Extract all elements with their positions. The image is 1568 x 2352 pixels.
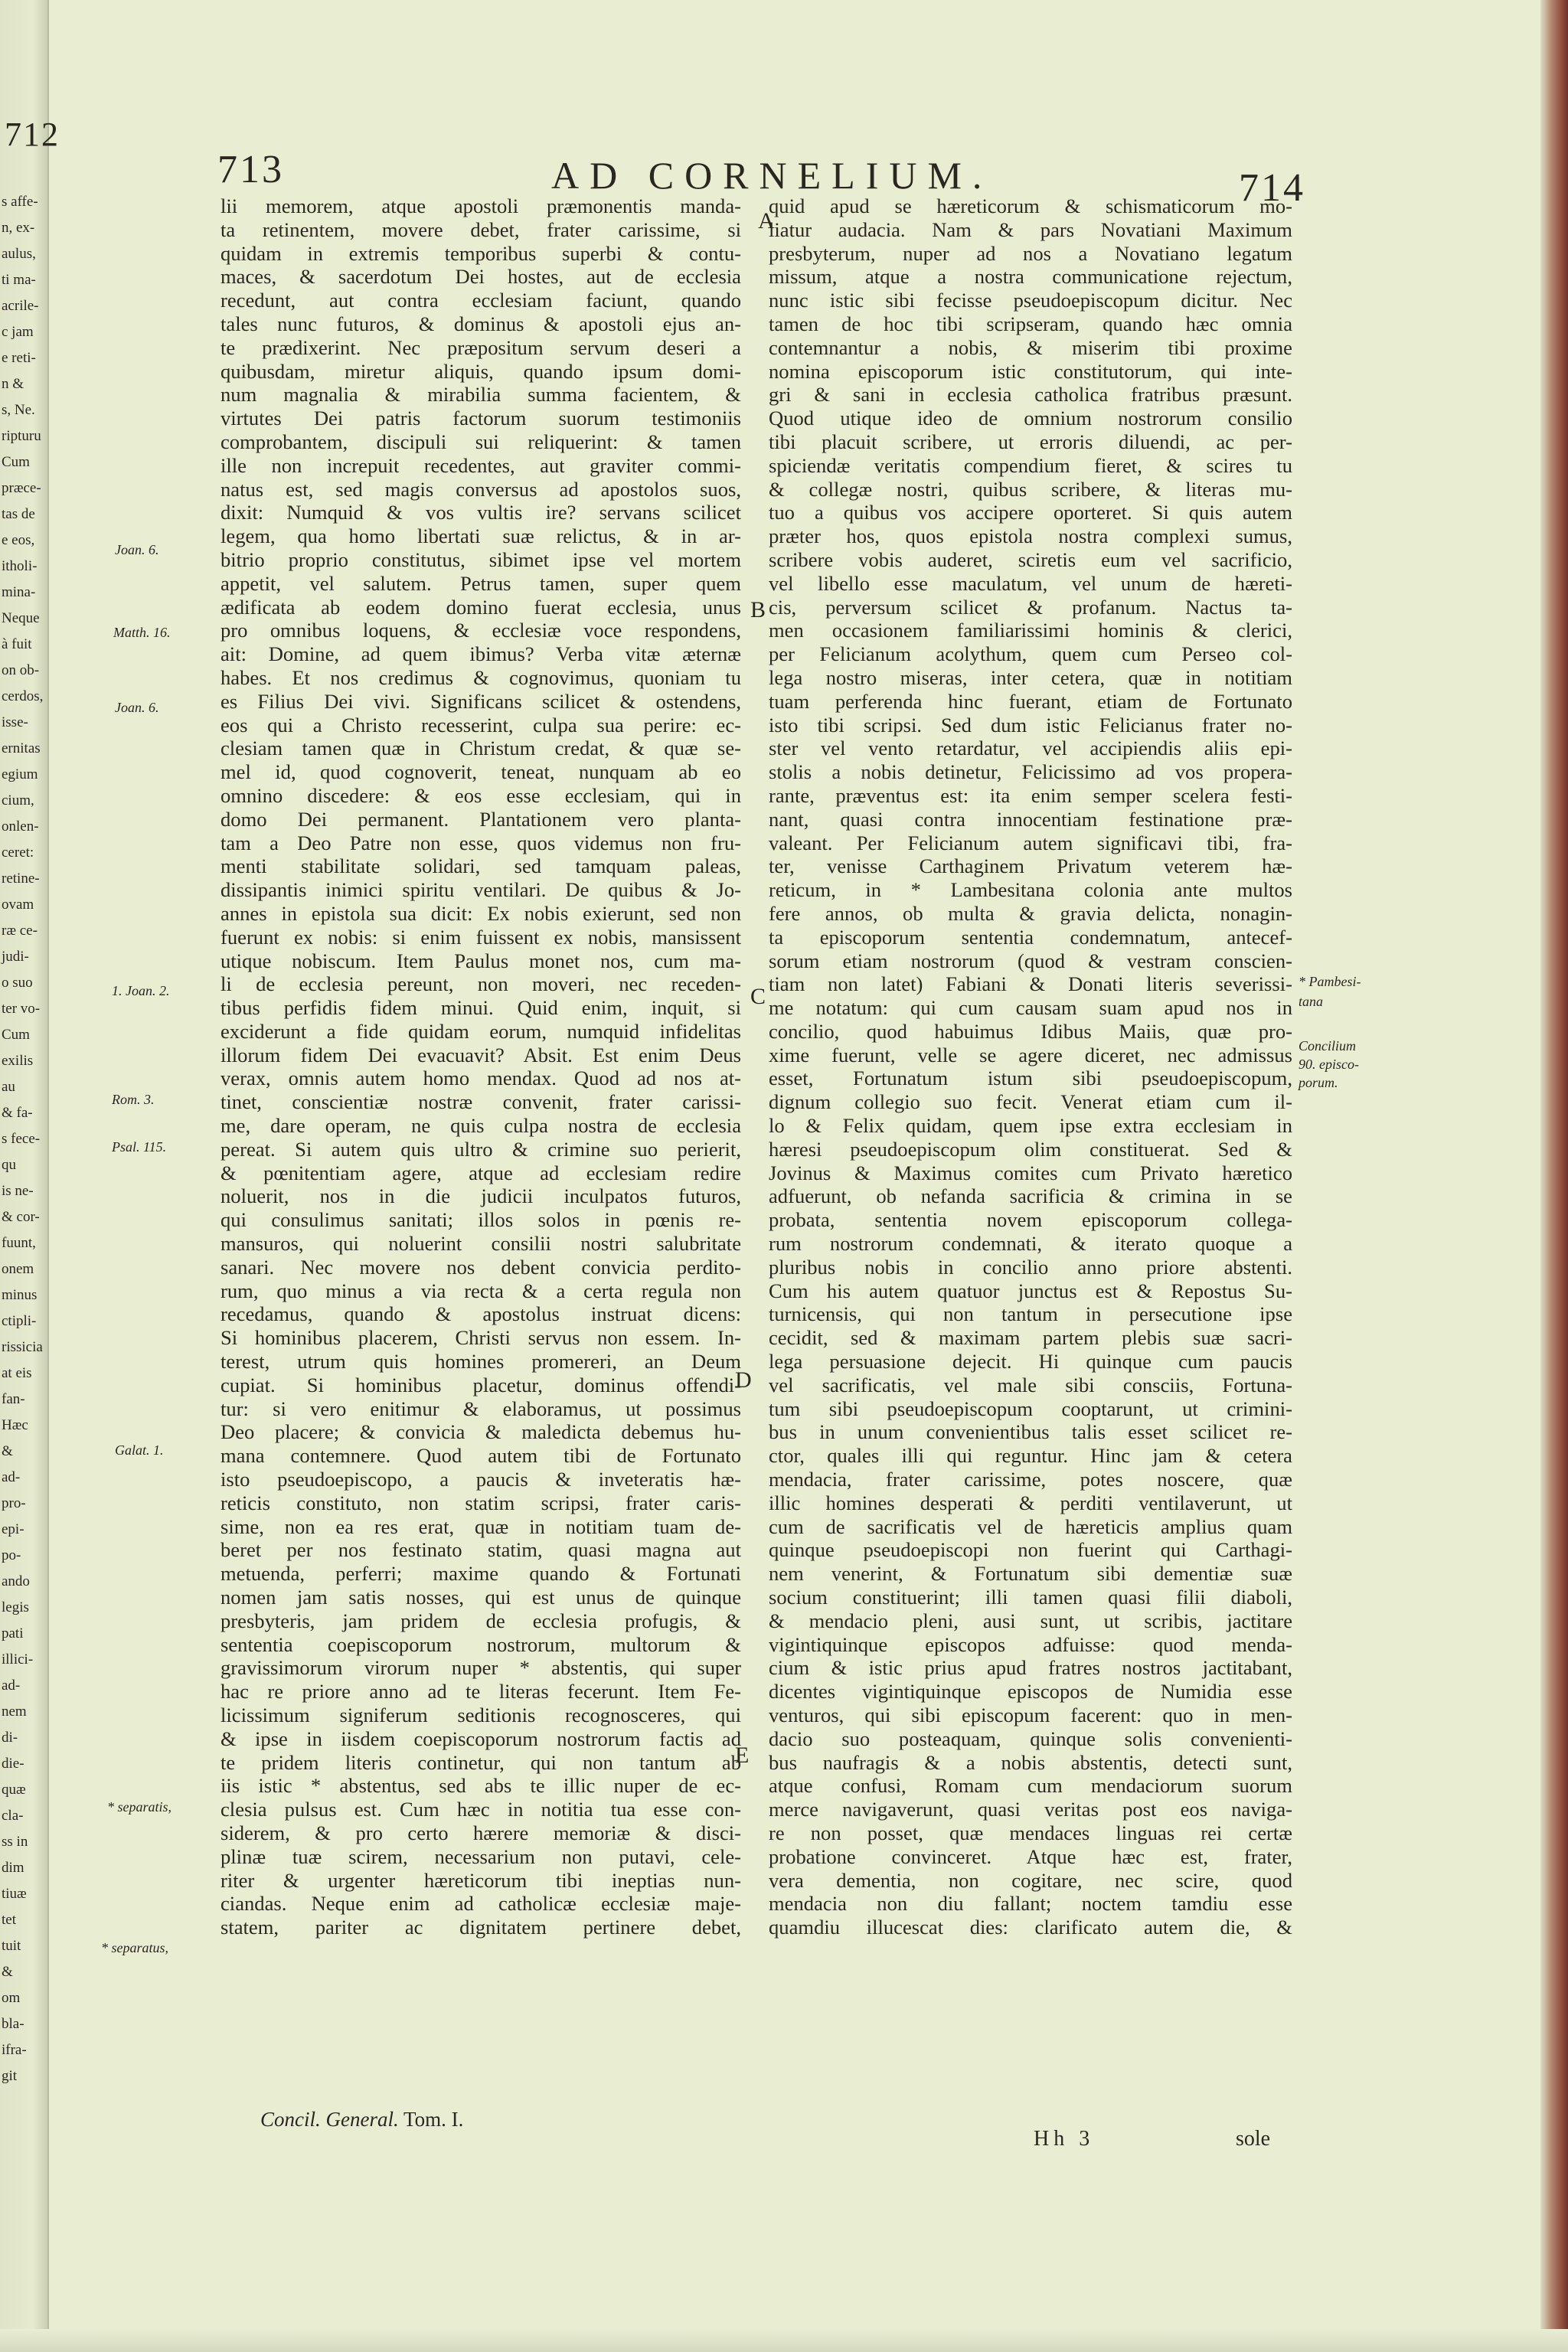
left-page-fragment: & fa- (2, 1105, 33, 1121)
left-page-fragment: ss in (2, 1834, 28, 1850)
footer-volume: Tom. I. (403, 2108, 464, 2131)
left-page-fragment: ti ma- (2, 272, 36, 288)
left-page-fragment: e reti- (2, 350, 36, 366)
left-page-fragment: egium (2, 766, 38, 782)
left-page-fragment: ripturu (2, 428, 41, 444)
left-page-fragment: fuunt, (2, 1235, 36, 1251)
margin-note-rom-3: Rom. 3. (112, 1092, 155, 1107)
left-page-fragment: at eis (2, 1365, 32, 1381)
section-letter-c: C (750, 984, 766, 1009)
left-page-fragment: tuit (2, 1938, 21, 1954)
left-page-fragment: aulus, (2, 246, 36, 262)
left-page-fragment: ad- (2, 1469, 21, 1485)
margin-note-tana: tana (1298, 994, 1324, 1009)
left-page-fragment: nem (2, 1704, 27, 1720)
left-page-fragment: s fece- (2, 1131, 41, 1147)
left-page-fragment: onem (2, 1261, 34, 1277)
left-page-fragment: ad- (2, 1677, 21, 1694)
left-page-fragment: di- (2, 1730, 18, 1746)
margin-note-1-joan-2: 1. Joan. 2. (112, 983, 170, 998)
section-letter-b: B (750, 597, 766, 622)
left-page-fragment: retine- (2, 871, 40, 887)
section-letter-a: A (758, 208, 775, 234)
left-page-fragment: isse- (2, 714, 28, 730)
left-page-fragment: e eos, (2, 532, 35, 548)
left-page-fragment: tas de (2, 506, 35, 522)
left-page-fragment: & cor- (2, 1209, 40, 1225)
left-page-fragment: & (2, 1964, 13, 1980)
left-page-fragment: & (2, 1443, 13, 1459)
left-page-fragment: qu (2, 1157, 16, 1173)
book-cover-edge (1540, 0, 1568, 2352)
margin-note-psal-115: Psal. 115. (112, 1139, 167, 1155)
left-page-fragment: s affe- (2, 194, 38, 210)
left-page-fragment: cla- (2, 1808, 24, 1824)
left-page-fragment: præce- (2, 480, 41, 496)
left-page-fragment: n & (2, 376, 24, 392)
margin-note-90-episcoporum: 90. episco- (1298, 1057, 1359, 1072)
header-left-page-number: 713 (217, 148, 284, 191)
left-column-text: lii memorem, atque apostoli præmonentis manda- ta retinentem, movere debet, frater carissime, si quidam in extremis temporibus superbi & contu- maces, & sacerdotum Dei hostes, aut de ecclesia recedunt, aut contra ecclesiam faciunt, quando tales nunc futuros, & dominus & apostoli ejus an- te prædixerint. Nec præpositum servum deseri a quibusdam, miretur aliquis, quando ipsum domi- num magnalia & mirabilia summa facientem, & virtutes Dei patris factorum suorum testimoniis comprobantem, discipuli sui reliquerint: & tamen ille non increpuit recedentes, aut graviter commi- natus est, sed magis conversus ad apostolos suos, dixit: Numquid & vos vultis ire? servans scilicet legem, qua homo libertati suæ relictus, & in ar- bitrio proprio constitutus, sibimet ipse vel mortem appetit, vel salutem. Petrus tamen, super quem ædificata ab eodem domino fuerat ecclesia, unus pro omnibus loquens, & ecclesiæ voce respondens, ait: Domine, ad quem ibimus? Verba vitæ æternæ habes. Et nos credimus & cognovimus, quoniam tu es Filius Dei vivi. Significans scilicet & ostendens, eos qui a Christo recesserint, culpa sua perire: ec- clesiam tamen quæ in Christum credat, & quæ se- mel id, quod cognoverit, teneat, nunquam ab eo omnino discedere: & eos esse ecclesiam, qui in domo Dei permanent. Plantationem vero planta- tam a Deo Patre non esse, quos videmus non fru- menti stabilitate solidari, sed tamquam paleas, dissipantis inimici spiritu ventilari. De quibus & Jo- annes in epistola sua dicit: Ex nobis exierunt, sed non fuerunt ex nobis: si enim fuissent ex nobis, mansissent utique nobiscum. Item Paulus monet nos, cum ma- li de ecclesia pereunt, non moveri, nec receden- tibus perfidis fidem minui. Quid enim, inquit, si exciderunt a fide quidam eorum, numquid infidelitas illorum fidem Dei evacuavit? Absit. Est enim Deus verax, omnis autem homo mendax. Quod ad nos at- tinet, conscientiæ nostræ convenit, frater carissi- me, dare operam, ne quis culpa nostra de ecclesia pereat. Si autem quis ultro & crimine suo perierit, & pœnitentiam agere, atque ad ecclesiam redire noluerit, nos in die judicii inculpatos futuros, qui consulimus sanitati; illos solos in pœnis re- mansuros, qui noluerint consilii nostri salubritate sanari. Nec movere nos debent convicia perdito- rum, quo minus a via recta & a certa regula non recedamus, quando & apostolus instruat dicens: Si hominibus placerem, Christi servus non essem. In- terest, utrum quis homines promereri, an Deum cupiat. Si hominibus placetur, dominus offendi- tur: si vero enitimur & elaboramus, ut possimus Deo placere; & convicia & maledicta debemus hu- mana contemnere. Quod autem tibi de Fortunato isto pseudoepiscopo, a paucis & inveteratis hæ- reticis constituto, non statim scripsi, frater caris- sime, non ea res erat, quæ in notitiam tuam de- beret per nos festinato statim, quasi magna aut metuenda, perferri; maxime quando & Fortunati nomen jam satis nosses, qui est unus de quinque presbyteris, jam pridem de ecclesia profugis, & sententia coepiscoporum nostrorum, multorum & gravissimorum virorum nuper * abstentis, qui super hac re priore anno ad te literas fecerunt. Item Fe- licissimum signiferum seditionis recognosceres, qui & ipse in iisdem coepiscoporum nostrorum factis ad te pridem literis continetur, qui non tantum ab iis istic * abstentus, sed abs te illic nuper de ec- clesia pulsus est. Cum hæc in notitia tua esse con- siderem, & pro certo hærere memoriæ & disci- plinæ tuæ scirem, necessarium non putavi, cele- riter & urgenter hæreticorum tibi ineptias nun- ciandas. Neque enim ad catholicæ ecclesiæ maje- statem, pariter ac dignitatem pertinere debet, (220, 194, 741, 1939)
left-page-fragment: ernitas (2, 740, 41, 756)
footer-volume-line (260, 2108, 463, 2132)
footer-catchword: sole (1236, 2127, 1271, 2151)
left-page-fragment: po- (2, 1547, 21, 1563)
left-page-fragment: Hæc (2, 1417, 28, 1433)
left-page-fragment: n, ex- (2, 220, 35, 236)
left-page-fragment: ovam (2, 897, 34, 913)
left-page-fragment: au (2, 1079, 15, 1095)
left-page-fragment: judi- (2, 949, 29, 965)
left-page-fragment: quæ (2, 1782, 26, 1798)
left-page-fragment: s, Ne. (2, 402, 35, 418)
left-page-fragment: illici- (2, 1651, 34, 1668)
left-page-fragment: acrile- (2, 298, 39, 314)
left-page-fragment: à fuit (2, 636, 32, 652)
left-page-fragment: pro- (2, 1495, 26, 1511)
margin-note-galat-1: Galat. 1. (115, 1442, 164, 1458)
previous-page-edge (0, 0, 60, 2352)
section-letter-d: D (735, 1367, 752, 1393)
header-right-page-number: 714 (1239, 166, 1305, 210)
margin-note-separatus: * separatus, (101, 1940, 169, 1955)
margin-note-pambesitana: * Pambesi- (1298, 974, 1361, 989)
left-page-fragment: c jam (2, 324, 34, 340)
left-page-fragment: ter vo- (2, 1001, 41, 1017)
left-page-fragment: Cum (2, 454, 30, 470)
left-page-fragment: pati (2, 1625, 24, 1642)
margin-note-concilium: Concilium (1298, 1038, 1356, 1054)
left-page-fragment: cerdos, (2, 688, 44, 704)
left-page-fragment: dim (2, 1860, 24, 1876)
left-page-fragment: o suo (2, 975, 33, 991)
left-page-fragment: ifra- (2, 2042, 27, 2058)
left-page-fragment: Neque (2, 610, 40, 626)
section-letter-e: E (735, 1743, 750, 1768)
left-page-fragment: fan- (2, 1391, 25, 1407)
left-page-fragment: onlen- (2, 818, 39, 835)
left-page-fragment: ctipli- (2, 1313, 37, 1329)
left-page-fragment: bla- (2, 2016, 24, 2032)
left-page-fragment: legis (2, 1599, 29, 1615)
page-bottom-shade (0, 2329, 1568, 2352)
left-page-number: 712 (5, 116, 60, 153)
left-page-fragment: is ne- (2, 1183, 34, 1199)
left-page-fragment: ceret: (2, 844, 34, 861)
left-page-fragment: exilis (2, 1053, 34, 1069)
left-page-fragment: tiuæ (2, 1886, 27, 1902)
left-page-fragment: git (2, 2068, 18, 2084)
left-text-column (220, 194, 741, 1939)
margin-note-separatis: * separatis, (107, 1799, 172, 1815)
footer-series: Concil. General. (260, 2108, 399, 2131)
left-page-fragment: itholi- (2, 558, 38, 574)
footer-signature: Hh 3 (1034, 2127, 1095, 2151)
left-page-fragment: ræ ce- (2, 923, 38, 939)
left-page-fragment: Cum (2, 1027, 30, 1043)
right-text-column (769, 194, 1292, 1939)
header-title: AD CORNELIUM. (551, 154, 993, 197)
right-column-text: quid apud se hæreticorum & schismaticorum mo- liatur audacia. Nam & pars Novatiani Maximum presbyterum, nuper ad nos a Novatiano legatum missum, atque a nostra communicatione rejectum, nunc istic sibi fecisse pseudoepiscopum dicitur. Nec tamen de hoc tibi scripseram, quando hæc omnia contemnantur a nobis, & miserim tibi proxime nomina episcoporum istic constitutorum, qui inte- gri & sani in ecclesia catholica fratribus præsunt. Quod utique ideo de omnium nostrorum consilio tibi placuit scribere, ut erroris diluendi, ac per- spiciendæ veritatis compendium fieret, & scires tu & collegæ nostri, quibus scribere, & literas mu- tuo a quibus vos accipere oporteret. Si quis autem præter hos, quos epistola nostra complexi sumus, scribere vobis auderet, sciretis eum vel sacrificio, vel libello esse maculatum, vel unum de hæreti- cis, perversum scilicet & profanum. Nactus ta- men occasionem familiarissimi hominis & clerici, per Felicianum acolythum, quem cum Perseo col- lega nostro miseras, inter cetera, quæ in notitiam tuam perferenda hinc fuerant, etiam de Fortunato isto tibi scripsi. Sed dum istic Felicianus frater no- ster vel vento retardatur, vel accipiendis aliis epi- stolis a nobis detinetur, Felicissimo ad vos propera- rante, præventus est: ita enim semper scelera festi- nant, quasi contra innocentiam festinatione præ- valeant. Per Felicianum autem significavi tibi, fra- ter, venisse Carthaginem Privatum veterem hæ- reticum, in * Lambesitana colonia ante multos fere annos, ob multa & gravia delicta, nonagin- ta episcoporum sententia condemnatum, antecef- sorum etiam nostrorum (quod & vestram conscien- tiam non latet) Fabiani & Donati literis severissi- me notatum: qui cum causam suam apud nos in concilio, quod habuimus Idibus Maiis, quæ pro- xime fuerunt, velle se agere diceret, nec admissus esset, Fortunatum istum sibi pseudoepiscopum, dignum collegio suo fecit. Venerat etiam cum il- lo & Felix quidam, quem ipse extra ecclesiam in hæresi pseudoepiscopum olim constituerat. Sed & Jovinus & Maximus comites cum Privato hæretico adfuerunt, ob nefanda sacrificia & crimina in se probata, sententia novem episcoporum collega- rum nostrorum condemnati, & iterato quoque a pluribus nobis in concilio anno priore abstenti. Cum his autem quatuor junctus est & Repostus Su- turnicensis, qui non tantum in persecutione ipse cecidit, sed & maximam partem plebis suæ sacri- lega persuasione dejecit. Hi quinque cum paucis vel sacrificatis, vel male sibi consciis, Fortuna- tum sibi pseudoepiscopum cooptarunt, ut crimini- bus in unum convenientibus talis esset scilicet re- ctor, quales illi qui reguntur. Hinc jam & cetera mendacia, frater carissime, potes noscere, quæ illic homines desperati & perditi ventilaverunt, ut cum de sacrificatis vel de hæreticis amplius quam quinque pseudoepiscopi non fuerint qui Carthagi- nem venerint, & Fortunatum sibi dementiæ suæ socium constituerint; illi tamen quasi filii diaboli, & mendacio pleni, ausi sunt, ut scribis, jactitare vigintiquinque episcopos adfuisse: quod menda- cium & istic prius apud fratres nostros jactitabant, dicentes vigintiquinque episcopos de Numidia esse venturos, qui sibi episcopum facerent: quo in men- dacio suo posteaquam, quinque solis convenienti- bus naufragis & a nobis abstentis, detecti sunt, atque confusi, Romam cum mendaciorum suorum merce navigaverunt, quasi veritas post eos naviga- re non posset, quæ mendaces linguas rei certæ probatione convinceret. Atque hæc est, frater, vera dementia, non cogitare, nec scire, quod mendacia non diu fallant; noctem tamdiu esse quamdiu illucescat dies: clarificato autem die, & (769, 194, 1292, 1939)
left-page-fragment: cium, (2, 792, 34, 808)
left-page-fragment: om (2, 1990, 21, 2006)
left-page-fragment: tet (2, 1912, 16, 1928)
margin-note-porum: porum. (1298, 1075, 1338, 1090)
margin-note-matth-16: Matth. 16. (113, 625, 171, 640)
left-page-fragment: epi- (2, 1521, 24, 1537)
left-page-fragment: ando (2, 1573, 30, 1589)
left-page-fragment: on ob- (2, 662, 40, 678)
left-page-fragment: rissicia (2, 1339, 43, 1355)
margin-note-joan-6b: Joan. 6. (115, 700, 159, 715)
left-page-fragment: die- (2, 1756, 24, 1772)
left-page-fragment: mina- (2, 584, 36, 600)
left-page-fragment: minus (2, 1287, 38, 1303)
margin-note-joan-6: Joan. 6. (115, 542, 159, 557)
